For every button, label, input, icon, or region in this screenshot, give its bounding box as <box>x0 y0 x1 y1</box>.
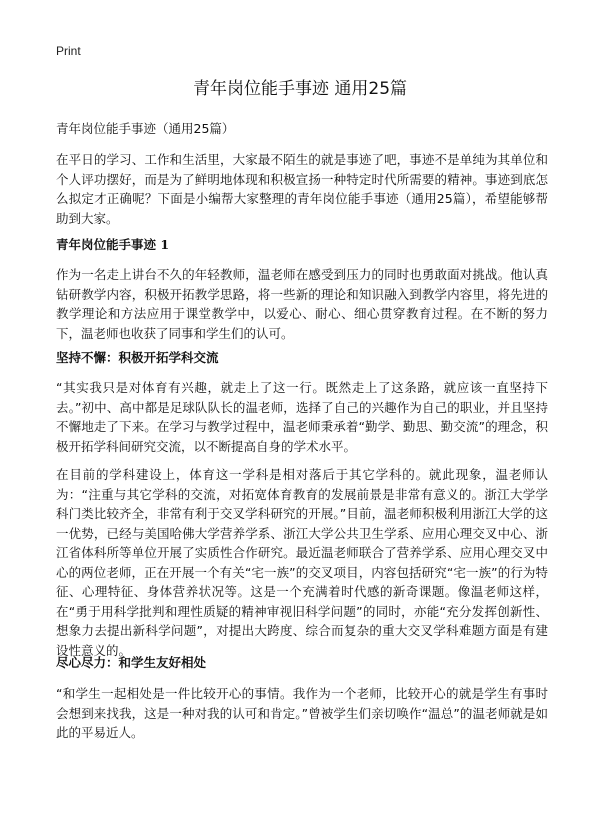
section-2-paragraph-1: “其实我只是对体育有兴趣，就走上了这一行。既然走上了这条路，就应该一直坚持下去。”初中、高中都是足球队队长的温老师，选择了自己的兴趣作为自己的职业，并且坚持不懈地走了下来。在学习与教学过程中，温老师秉承着“勤学、勤思、勤交流”的理念，积极开拓学科间研究交流，以不断提高自身的学术水平。 <box>56 380 548 454</box>
section-2-paragraph-2: 在目前的学科建设上，体育这一学科是相对落后于其它学科的。就此现象，温老师认为：“注重与其它学科的交流，对拓宽体育教育的发展前景是非常有意义的。浙江大学学科门类比较齐全，非常有利于交叉学科研究的开展。”目前，温老师积极利用浙江大学的这一优势，已经与美国哈佛大学营养学系、浙江大学公共卫生学系、应用心理交叉中心、浙江省体科所等单位开展了实质性合作研究。最近温老师联合了营养学系、应用心理交叉中心的两位老师，正在开展一个有关“宅一族”的交叉项目，内容包括研究“宅一族”的行为特征、心理特征、身体营养状况等。这是一个充满着时代感的新奇课题。像温老师这样，在“勇于用科学批判和理性质疑的精神审视旧科学问题”的同时，亦能“充分发挥创新性、想象力去提出新科学问题”，对提出大跨度、综合而复杂的重大交叉学科难题方面是有建设性意义的。 <box>56 467 548 658</box>
section-heading-2: 坚持不懈：积极开拓学科交流 <box>56 350 219 365</box>
page-title: 青年岗位能手事迹 通用25篇 <box>192 79 408 99</box>
intro-paragraph: 在平日的学习、工作和生活里，大家最不陌生的就是事迹了吧，事迹不是单纯为其单位和个人评功摆好，而是为了鲜明地体现和积极宣扬一种特定时代所需要的精神。事迹到底怎么拟定才正确呢？下面是小编帮大家整理的青年岗位能手事迹（通用25篇），希望能够帮助到大家。 <box>56 152 548 226</box>
section-heading-1: 青年岗位能手事迹 1 <box>56 237 170 252</box>
section-3-paragraph: “和学生一起相处是一件比较开心的事情。我作为一个老师，比较开心的就是学生有事时会想到来找我，这是一种对我的认可和肯定。”曾被学生们亲切唤作“温总”的温老师就是如此的平易近人。 <box>56 686 548 740</box>
section-heading-3: 尽心尽力：和学生友好相处 <box>56 655 207 670</box>
section-1-paragraph: 作为一名走上讲台不久的年轻教师，温老师在感受到压力的同时也勇敢面对挑战。他认真钻研教学内容，积极开拓教学思路，将一些新的理论和知识融入到教学内容里，将先进的教学理论和方法应用于课堂教学中，以爱心、耐心、细心贯穿教育过程。在不断的努力下，温老师也收获了同事和学生们的认可。 <box>56 267 548 341</box>
print-link[interactable]: Print <box>56 44 81 58</box>
document-subtitle: 青年岗位能手事迹（通用25篇） <box>56 121 235 136</box>
